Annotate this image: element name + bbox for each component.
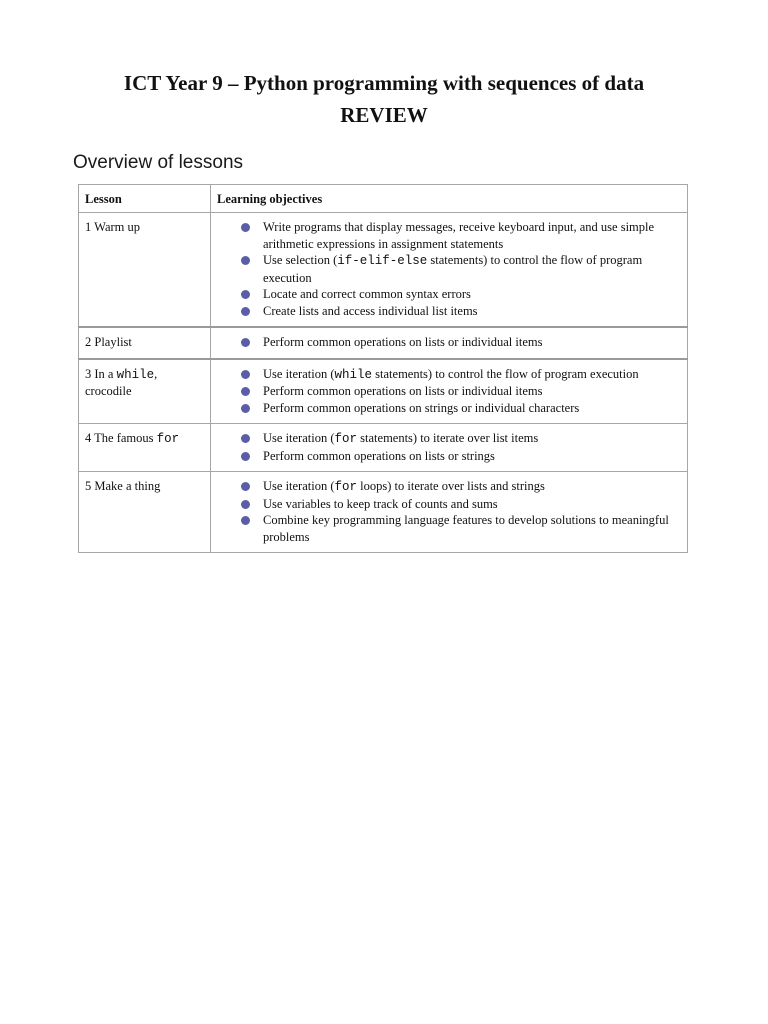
objective-text: loops) to iterate over lists and strings [357, 479, 545, 493]
objectives-cell [211, 359, 688, 424]
bullet-icon [241, 307, 250, 316]
lesson-text: 2 Playlist [85, 335, 132, 349]
objective-code-text: while [334, 367, 373, 382]
lesson-text: 3 In a [85, 366, 117, 381]
table-row [79, 213, 688, 328]
lesson-cell [79, 327, 211, 359]
lesson-cell [79, 472, 211, 553]
objective-text: Locate and correct common syntax errors [263, 287, 471, 301]
objective-item [217, 219, 681, 252]
bullet-icon [241, 387, 250, 396]
objectives-cell [211, 327, 688, 359]
objective-item [217, 448, 681, 465]
lesson-text: , crocodile [85, 366, 158, 398]
table-row [79, 327, 688, 359]
bullet-icon [241, 290, 250, 299]
bullet-icon [241, 516, 250, 525]
objective-item [217, 334, 681, 351]
objective-text: Use iteration ( [263, 431, 335, 445]
objective-item [217, 286, 681, 303]
objectives-list [217, 366, 681, 417]
bullet-icon [241, 434, 250, 443]
objective-text: Perform common operations on lists or strings [263, 448, 495, 463]
lesson-text: 4 The famous [85, 431, 157, 445]
objective-code-text: for [334, 432, 358, 446]
objective-text: Write programs that display messages, receive keyboard input, and use simple arithmetic expressions in assignment statements [263, 220, 655, 251]
bullet-icon [241, 223, 250, 232]
lesson-cell [79, 359, 211, 424]
bullet-icon [241, 500, 250, 509]
table-header-row [79, 185, 688, 213]
objectives-list [217, 334, 681, 351]
lesson-cell [79, 424, 211, 472]
objective-text: Use iteration ( [263, 479, 335, 493]
document-title: ICT Year 9 – Python programming with sequences of data [123, 71, 645, 95]
objective-item [217, 252, 681, 286]
objective-text: Use iteration ( [263, 366, 335, 381]
objective-item [217, 366, 681, 384]
bullet-icon [241, 256, 250, 265]
objective-text: Perform common operations on lists or individual items [263, 384, 543, 398]
document-subtitle: REVIEW [340, 103, 428, 127]
objective-text: Perform common operations on strings or individual characters [263, 400, 580, 415]
table-body [79, 213, 688, 553]
objective-text: Create lists and access individual list items [263, 303, 478, 318]
objectives-list [217, 478, 681, 545]
objectives-cell [211, 472, 688, 553]
objective-item [217, 512, 681, 545]
bullet-icon [241, 452, 250, 461]
table-row [79, 472, 688, 553]
lesson-text: 1 Warm up [85, 220, 141, 234]
section-heading: Overview of lessons [73, 152, 244, 173]
objective-code-text: for [334, 480, 358, 494]
objective-text: statements) to control the flow of program execution [372, 366, 639, 381]
lesson-code-text: while [116, 367, 155, 382]
column-header-objectives: Learning objectives [211, 185, 688, 213]
lesson-text: 5 Make a thing [85, 479, 161, 493]
bullet-icon [241, 404, 250, 413]
objective-item [217, 478, 681, 496]
objective-item [217, 400, 681, 417]
objective-item [217, 430, 681, 448]
table-row [79, 424, 688, 472]
objective-text: Combine key programming language features to develop solutions to meaningful problems [263, 513, 669, 544]
objectives-list [217, 219, 681, 319]
objective-code-text: if-elif-else [337, 254, 428, 268]
table-row [79, 359, 688, 424]
objective-text: Use selection ( [263, 253, 338, 267]
objective-text: statements) to control the flow of program execution [263, 253, 643, 285]
bullet-icon [241, 338, 250, 347]
objective-item [217, 303, 681, 320]
objective-item [217, 383, 681, 400]
lesson-code-text: for [156, 432, 180, 446]
objectives-list [217, 430, 681, 464]
objective-text: Perform common operations on lists or individual items [263, 335, 543, 349]
objective-text: Use variables to keep track of counts and sums [263, 496, 498, 511]
objectives-cell [211, 424, 688, 472]
objective-item [217, 496, 681, 513]
bullet-icon [241, 370, 250, 379]
lesson-cell [79, 213, 211, 328]
column-header-lesson: Lesson [79, 185, 211, 213]
objective-text: statements) to iterate over list items [357, 431, 539, 445]
bullet-icon [241, 482, 250, 491]
objectives-cell [211, 213, 688, 328]
lessons-table [78, 184, 688, 553]
